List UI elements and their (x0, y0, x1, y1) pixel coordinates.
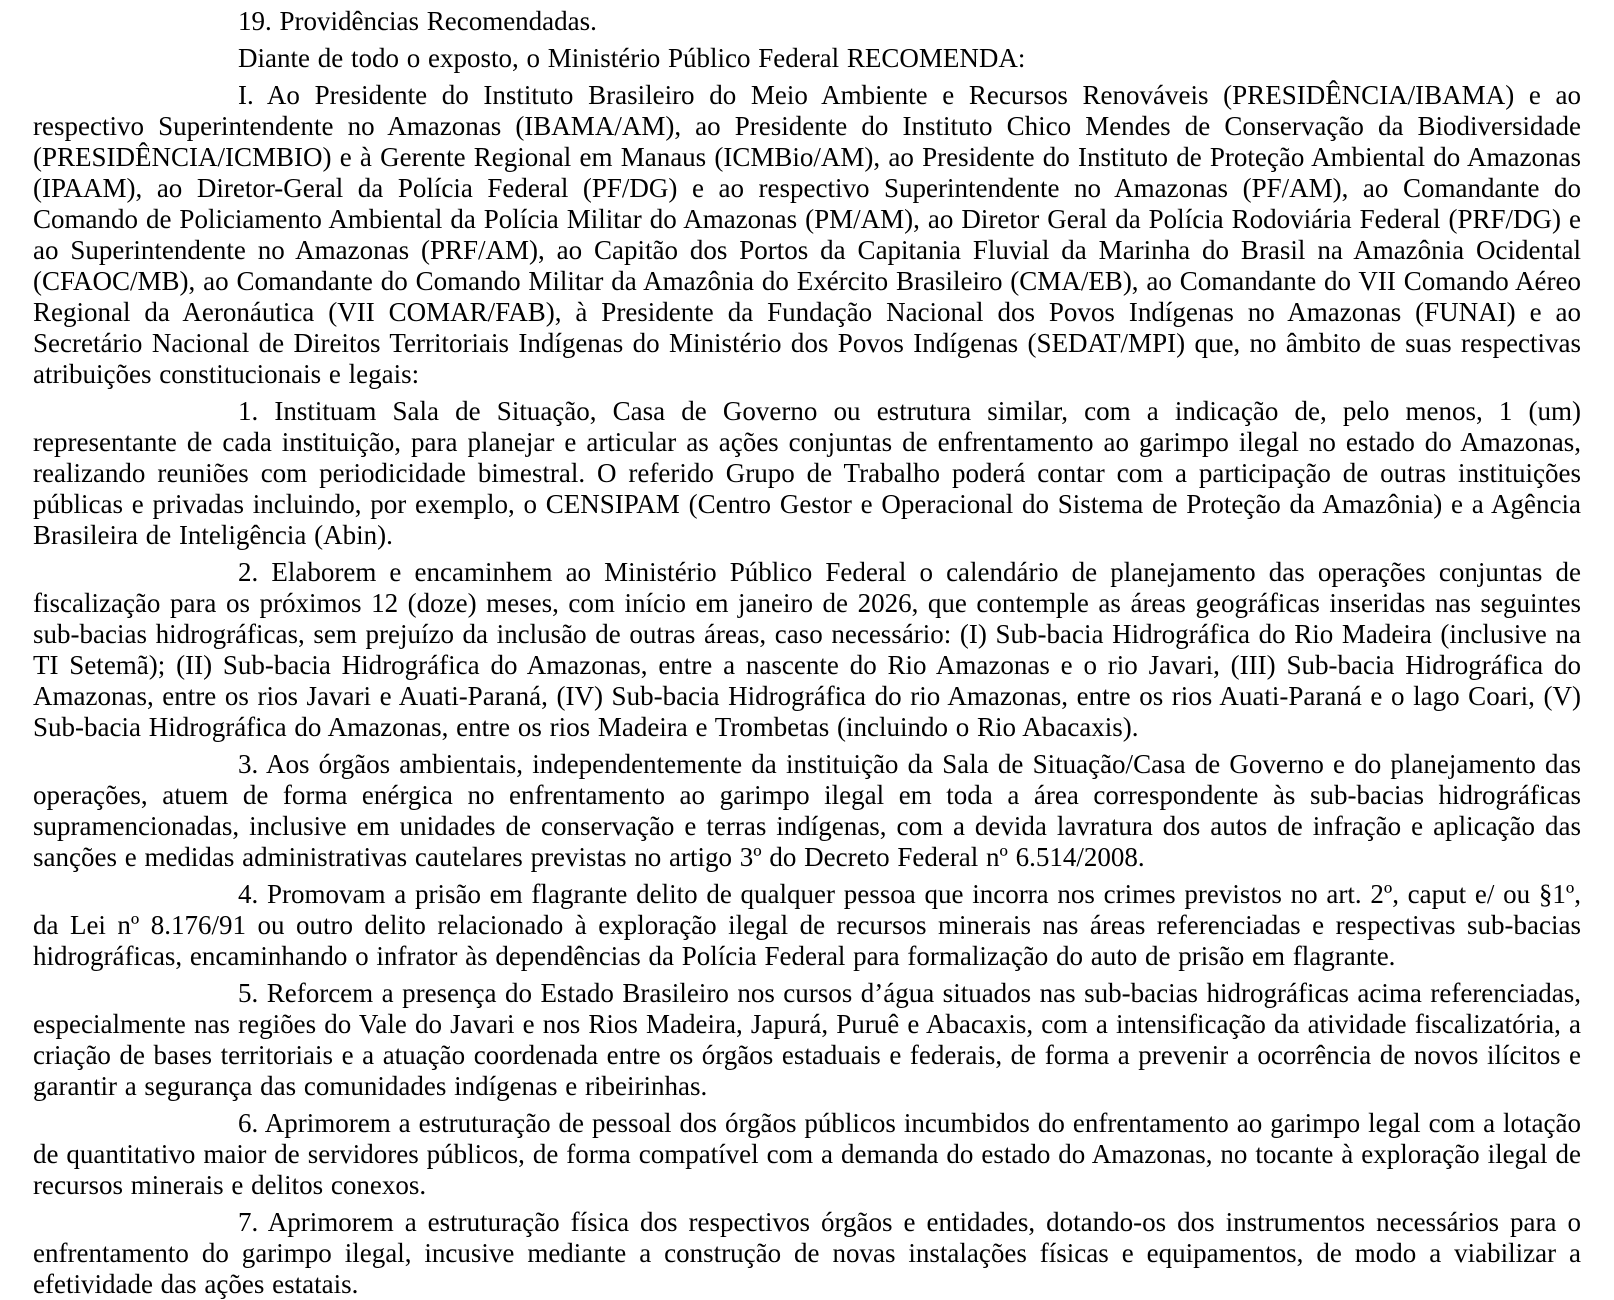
section-heading: 19. Providências Recomendadas. (238, 6, 597, 36)
recommendation-item-4: 4. Promovam a prisão em flagrante delito de qualquer pessoa que incorra nos crimes previstos no art. 2º, caput e/ ou §1º, da Lei nº 8.176/91 ou outro delito relacionado à exploração ilegal de recursos minerais nas áreas referenciadas e respectivas sub-bacias hidrográficas, encaminhando o infrator às dependências da Polícia Federal para formalização do auto de prisão em flagrante. (33, 879, 1581, 971)
recommendation-addressees-paragraph: I. Ao Presidente do Instituto Brasileiro do Meio Ambiente e Recursos Renováveis (PRESIDÊNCIA/IBAMA) e ao respectivo Superintendente no Amazonas (IBAMA/AM), ao Presidente do Instituto Chico Mendes de Conservação da Biodiversidade (PRESIDÊNCIA/ICMBIO) e à Gerente Regional em Manaus (ICMBio/AM), ao Presidente do Instituto de Proteção Ambiental do Amazonas (IPAAM), ao Diretor-Geral da Polícia Federal (PF/DG) e ao respectivo Superintendente no Amazonas (PF/AM), ao Comandante do Comando de Policiamento Ambiental da Polícia Militar do Amazonas (PM/AM), ao Diretor Geral da Polícia Rodoviária Federal (PRF/DG) e ao Superintendente no Amazonas (PRF/AM), ao Capitão dos Portos da Capitania Fluvial da Marinha do Brasil na Amazônia Ocidental (CFAOC/MB), ao Comandante do Comando Militar da Amazônia do Exército Brasileiro (CMA/EB), ao Comandante do VII Comando Aéreo Regional da Aeronáutica (VII COMAR/FAB), à Presidente da Fundação Nacional dos Povos Indígenas no Amazonas (FUNAI) e ao Secretário Nacional de Direitos Territoriais Indígenas do Ministério dos Povos Indígenas (SEDAT/MPI) que, no âmbito de suas respectivas atribuições constitucionais e legais: (33, 80, 1581, 389)
recommendation-item-5: 5. Reforcem a presença do Estado Brasileiro nos cursos d’água situados nas sub-bacias hidrográficas acima referenciadas, especialmente nas regiões do Vale do Javari e nos Rios Madeira, Japurá, Puruê e Abacaxis, com a intensificação da atividade fiscalizatória, a criação de bases territoriais e a atuação coordenada entre os órgãos estaduais e federais, de forma a prevenir a ocorrência de novos ilícitos e garantir a segurança das comunidades indígenas e ribeirinhas. (33, 978, 1581, 1101)
recommendation-item-7: 7. Aprimorem a estruturação física dos respectivos órgãos e entidades, dotando-os dos instrumentos necessários para o enfrentamento do garimpo ilegal, incusive mediante a construção de novas instalações físicas e equipamentos, de modo a viabilizar a efetividade das ações estatais. (33, 1207, 1581, 1299)
intro-paragraph: Diante de todo o exposto, o Ministério Público Federal RECOMENDA: (238, 43, 1026, 73)
recommendation-item-3: 3. Aos órgãos ambientais, independentemente da instituição da Sala de Situação/Casa de Governo e do planejamento das operações, atuem de forma enérgica no enfrentamento ao garimpo ilegal em toda a área correspondente às sub-bacias hidrográficas supramencionadas, inclusive em unidades de conservação e terras indígenas, com a devida lavratura dos autos de infração e aplicação das sanções e medidas administrativas cautelares previstas no artigo 3º do Decreto Federal nº 6.514/2008. (33, 749, 1581, 872)
recommendation-item-6: 6. Aprimorem a estruturação de pessoal dos órgãos públicos incumbidos do enfrentamento ao garimpo legal com a lotação de quantitativo maior de servidores públicos, de forma compatível com a demanda do estado do Amazonas, no tocante à exploração ilegal de recursos minerais e delitos conexos. (33, 1108, 1581, 1200)
recommendation-item-2: 2. Elaborem e encaminhem ao Ministério Público Federal o calendário de planejamento das operações conjuntas de fiscalização para os próximos 12 (doze) meses, com início em janeiro de 2026, que contemple as áreas geográficas inseridas nas seguintes sub-bacias hidrográficas, sem prejuízo da inclusão de outras áreas, caso necessário: (I) Sub-bacia Hidrográfica do Rio Madeira (inclusive na TI Setemã); (II) Sub-bacia Hidrográfica do Amazonas, entre a nascente do Rio Amazonas e o rio Javari, (III) Sub-bacia Hidrográfica do Amazonas, entre os rios Javari e Auati-Paraná, (IV) Sub-bacia Hidrográfica do rio Amazonas, entre os rios Auati-Paraná e o lago Coari, (V) Sub-bacia Hidrográfica do Amazonas, entre os rios Madeira e Trombetas (incluindo o Rio Abacaxis). (33, 557, 1581, 742)
recommendation-item-1: 1. Instituam Sala de Situação, Casa de Governo ou estrutura similar, com a indicação de, pelo menos, 1 (um) representante de cada instituição, para planejar e articular as ações conjuntas de enfrentamento ao garimpo ilegal no estado do Amazonas, realizando reuniões com periodicidade bimestral. O referido Grupo de Trabalho poderá contar com a participação de outras instituições públicas e privadas incluindo, por exemplo, o CENSIPAM (Centro Gestor e Operacional do Sistema de Proteção da Amazônia) e a Agência Brasileira de Inteligência (Abin). (33, 396, 1581, 550)
